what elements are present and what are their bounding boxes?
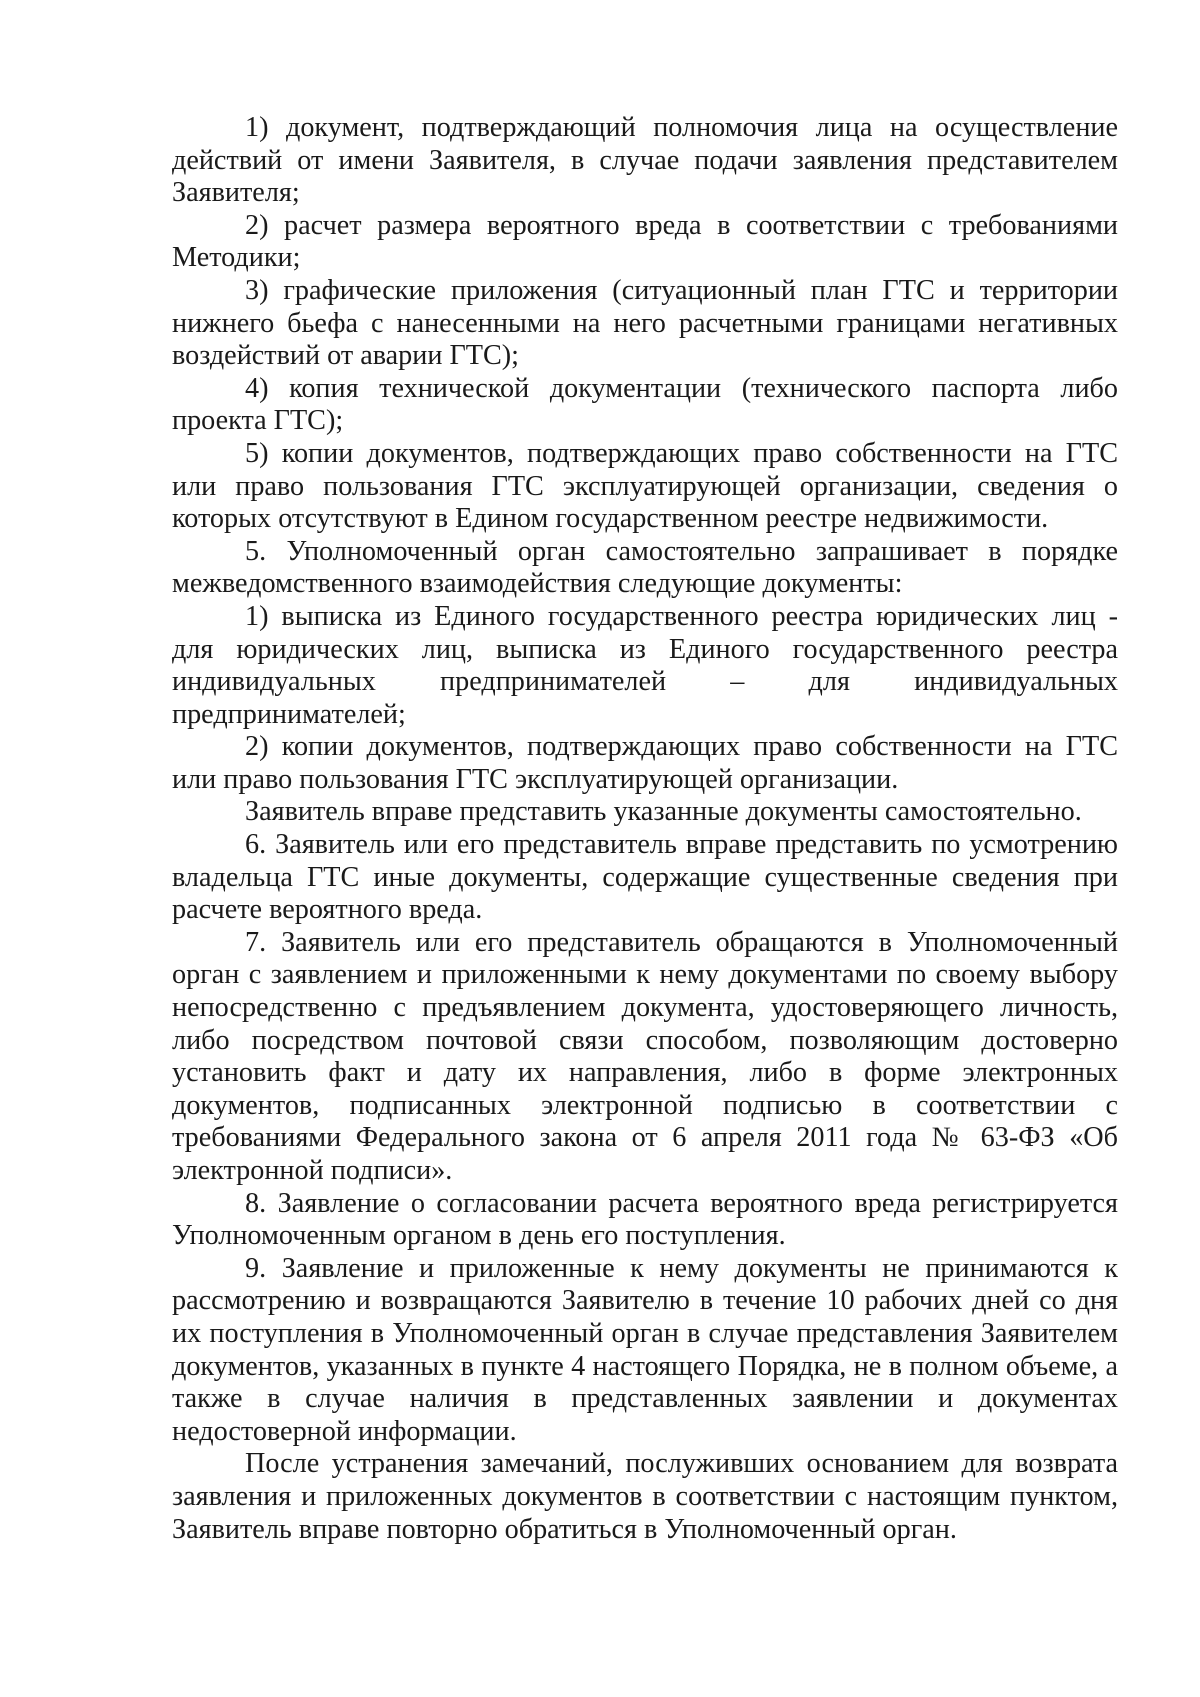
paragraph-section-5-item-2: 2) копии документов, подтверждающих право собственности на ГТС или право пользования ГТС эксплуатирующей организации.: [172, 731, 1118, 795]
paragraph-item-1-proxy: 1) документ, подтверждающий полномочия лица на осуществление действий от имени Заявителя, в случае подачи заявления представителем Заявителя;: [172, 112, 1118, 209]
paragraph-section-7: 7. Заявитель или его представитель обращаются в Уполномоченный орган с заявлением и приложенными к нему документами по своему выбору непосредственно с предъявлением документа, удостоверяющего личность, либо посредством почтовой связи способом, позволяющим достоверно установить факт и дату их направления, либо в форме электронных документов, подписанных электронной подписью в соответствии с требованиями Федерального закона от 6 апреля 2011 года № 63-ФЗ «Об электронной подписи».: [172, 926, 1118, 1186]
paragraph-section-8: 8. Заявление о согласовании расчета вероятного вреда регистрируется Уполномоченным органом в день его поступления.: [172, 1187, 1118, 1252]
document-body: [172, 112, 1118, 1546]
paragraph-item-4-tech-docs: 4) копия технической документации (технического паспорта либо проекта ГТС);: [172, 372, 1118, 437]
paragraph-section-5-item-1: 1) выписка из Единого государственного реестра юридических лиц - для юридических лиц, выписка из Единого государственного реестра индивидуальных предпринимателей – для индивидуальных предпринимателей;: [172, 600, 1118, 730]
paragraph-item-2-calculation: 2) расчет размера вероятного вреда в соответствии с требованиями Методики;: [172, 209, 1118, 274]
paragraph-section-6: 6. Заявитель или его представитель вправе представить по усмотрению владельца ГТС иные документы, содержащие существенные сведения при расчете вероятного вреда.: [172, 829, 1118, 926]
paragraph-section-9: 9. Заявление и приложенные к нему документы не принимаются к рассмотрению и возвращаются Заявителю в течение 10 рабочих дней со дня их поступления в Уполномоченный орган в случае представления Заявителем документов, указанных в пункте 4 настоящего Порядка, не в полном объеме, а также в случае наличия в представленных заявлении и документах недостоверной информации.: [172, 1252, 1118, 1447]
paragraph-item-5-ownership: 5) копии документов, подтверждающих право собственности на ГТС или право пользования ГТС эксплуатирующей организации, сведения о которых отсутствуют в Едином государственном реестре недвижимости.: [172, 437, 1118, 535]
paragraph-item-3-graphics: 3) графические приложения (ситуационный план ГТС и территории нижнего бьефа с нанесенными на него расчетными границами негативных воздействий от аварии ГТС);: [172, 274, 1118, 372]
paragraph-section-5: 5. Уполномоченный орган самостоятельно запрашивает в порядке межведомственного взаимодействия следующие документы:: [172, 535, 1118, 600]
paragraph-applicant-right: Заявитель вправе представить указанные документы самостоятельно.: [245, 796, 1082, 828]
paragraph-after-remarks: После устранения замечаний, послуживших основанием для возврата заявления и приложенных документов в соответствии с настоящим пунктом, Заявитель вправе повторно обратиться в Уполномоченный орган.: [172, 1448, 1118, 1545]
